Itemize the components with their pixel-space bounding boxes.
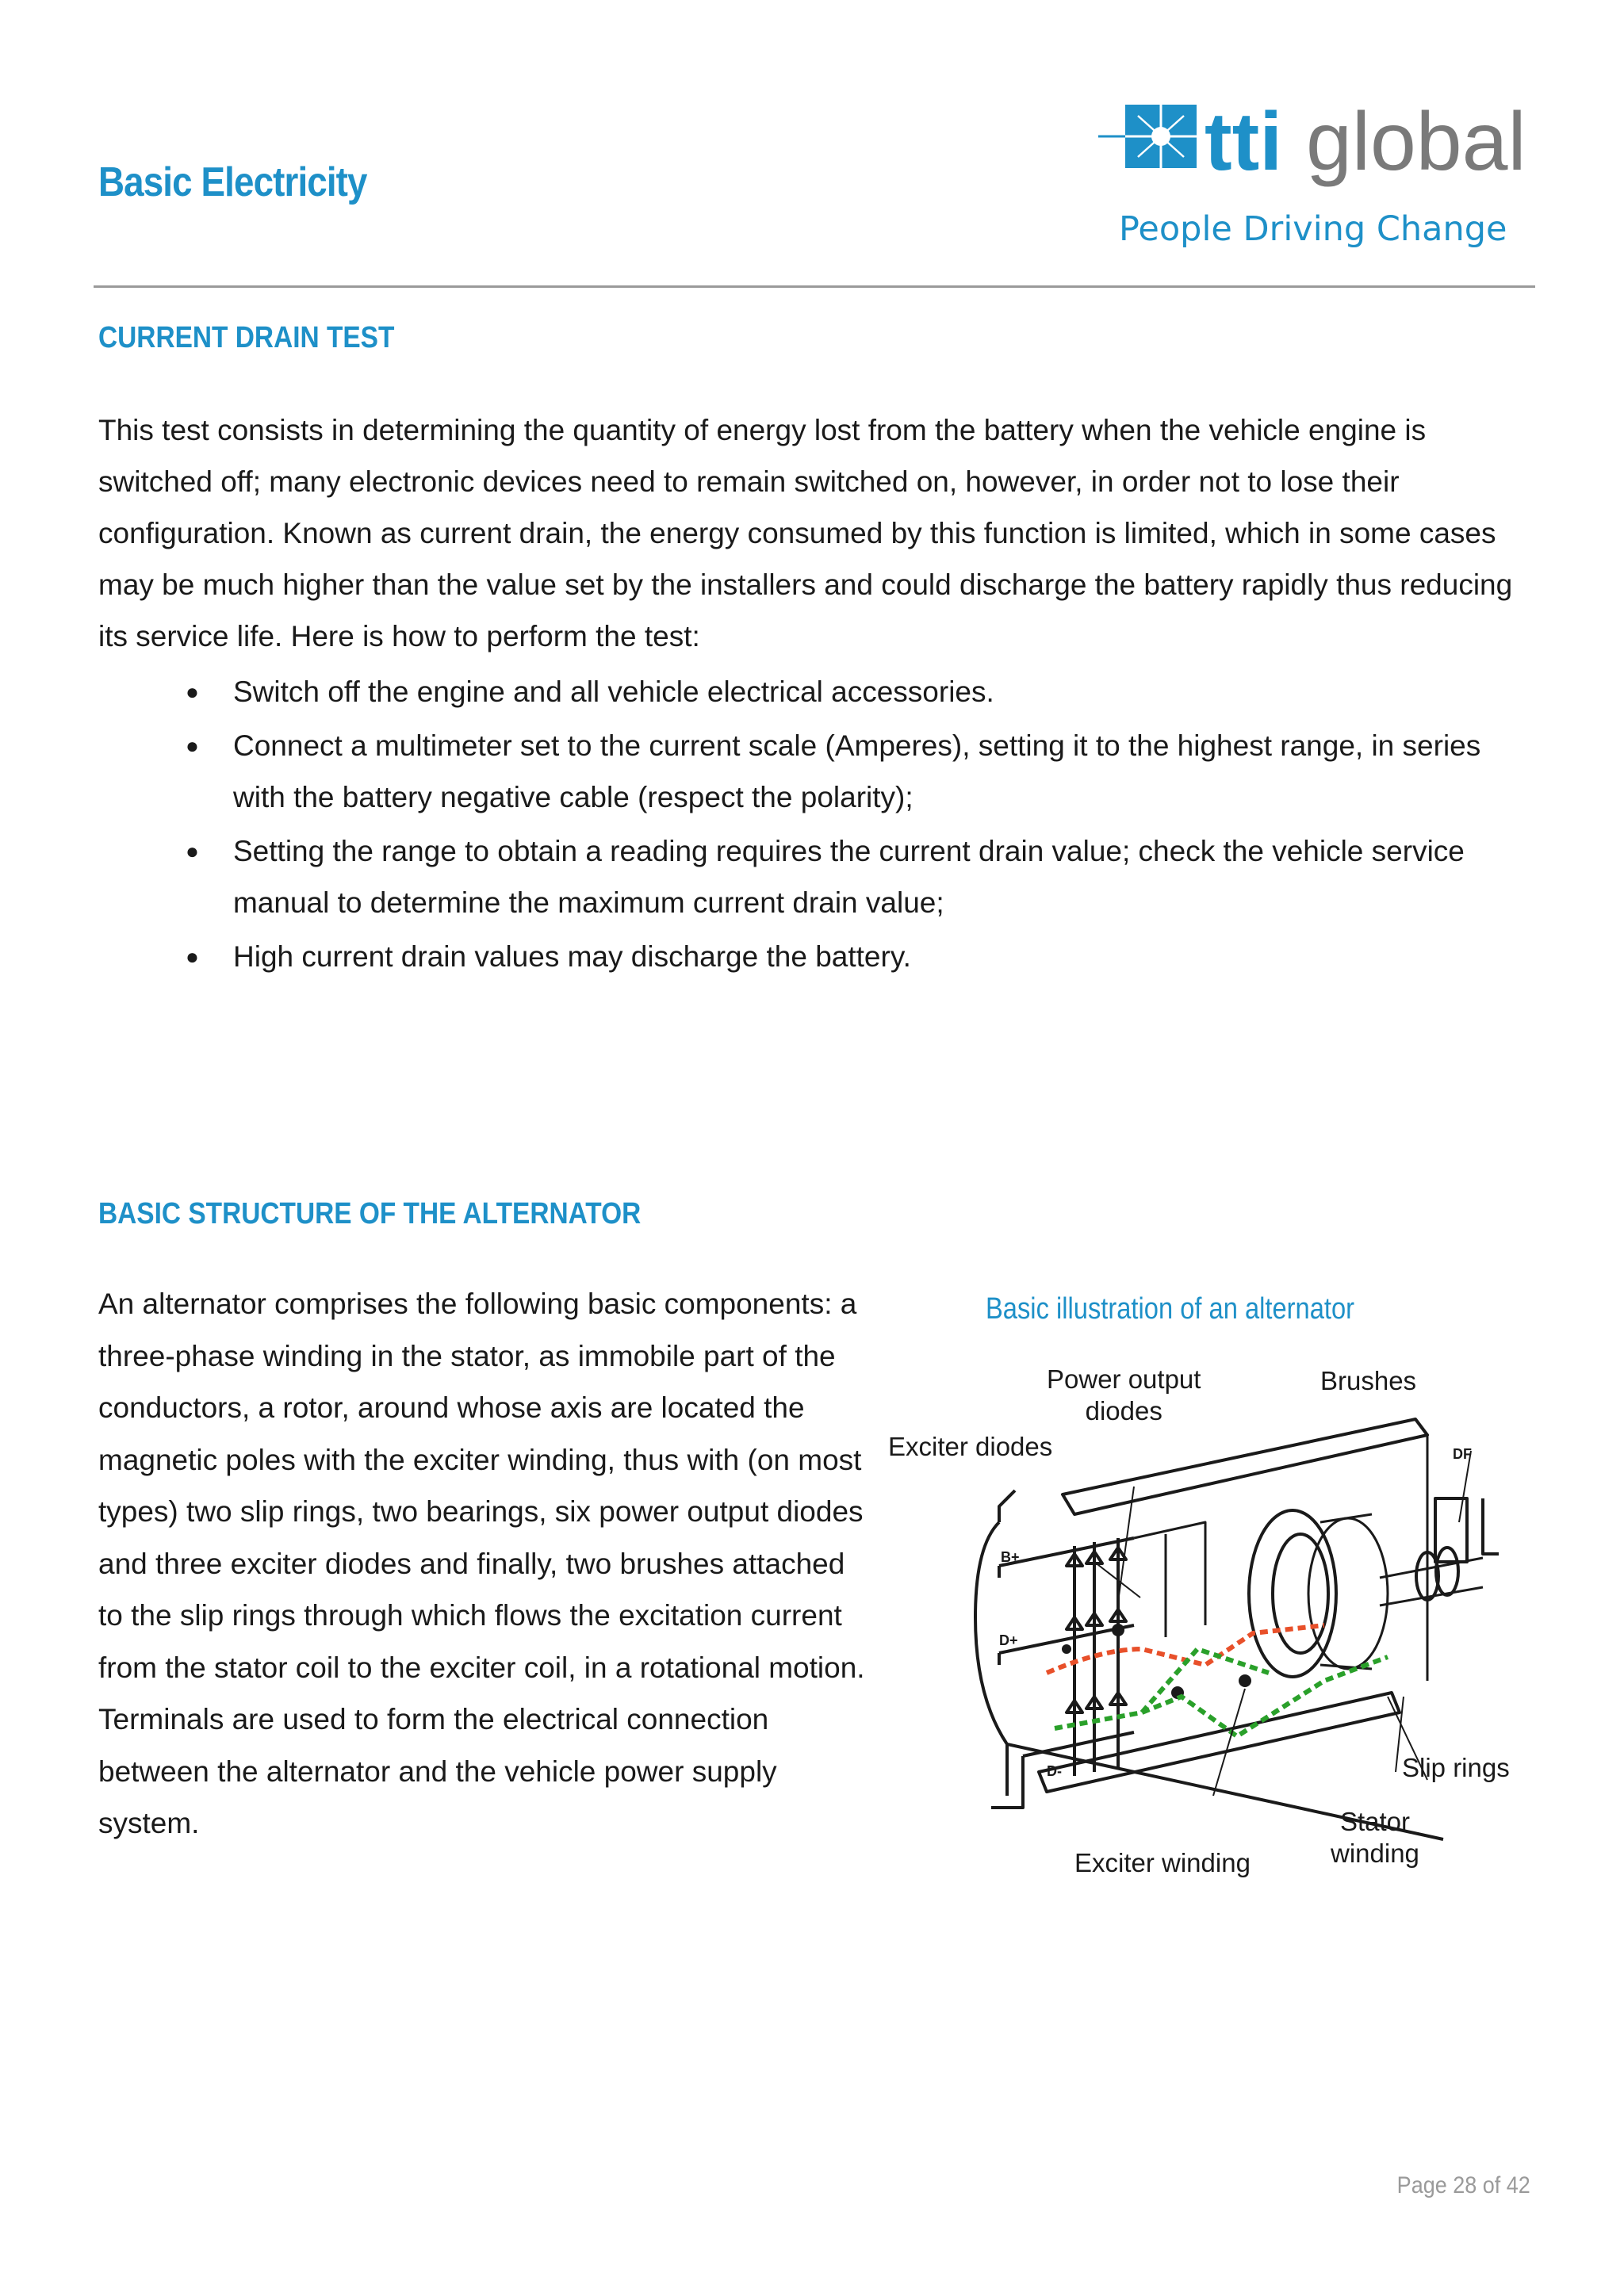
label-stator-winding-line1: Stator (1339, 1807, 1410, 1836)
page-number: Page 28 of 42 (1396, 2172, 1530, 2198)
figure-caption: Basic illustration of an alternator (986, 1292, 1355, 1326)
logo-brand-bold: tti (1205, 96, 1283, 188)
list-item-text: High current drain values may discharge the battery. (233, 940, 911, 973)
terminal-df: DF (1453, 1446, 1472, 1462)
header-divider (94, 285, 1535, 288)
stator-current-wire (1055, 1649, 1388, 1736)
bullet-dot-icon: ● (186, 679, 199, 704)
list-item-text: Switch off the engine and all vehicle electrical accessories. (233, 675, 994, 708)
label-stator-winding (1331, 1806, 1419, 1869)
document-title: Basic Electricity (98, 159, 367, 205)
label-stator-winding-line2: winding (1331, 1839, 1419, 1868)
logo-star-icon (1098, 98, 1217, 174)
rotor-inner (1273, 1534, 1328, 1653)
housing-top-left (999, 1490, 1015, 1522)
section-heading-alternator: BASIC STRUCTURE OF THE ALTERNATOR (98, 1197, 642, 1230)
label-exciter-diodes: Exciter diodes (888, 1432, 1053, 1461)
label-brushes: Brushes (1320, 1366, 1417, 1395)
label-power-output-diodes-line1: Power output (1047, 1364, 1201, 1394)
pointer-exciter-winding (1213, 1689, 1245, 1796)
label-slip-rings: Slip rings (1402, 1753, 1510, 1782)
current-drain-paragraph: This test consists in determining the quantity of energy lost from the battery when the vehicle engine is switched off; many electronic devices need to remain switched on, however, in order not to lose their configuration. Known as current drain, the energy consumed by this function is limited, which in some cases may be much higher than the value set by the installers and could discharge the battery rapidly thus reducing its service life. Here is how to perform the test: (98, 414, 1513, 652)
bullet-dot-icon: ● (186, 839, 199, 863)
bullet-dot-icon: ● (186, 944, 199, 969)
tti-global-logo (1098, 87, 1534, 258)
current-drain-steps (98, 666, 1518, 985)
df-terminal (1483, 1498, 1499, 1554)
alternator-illustration (880, 1364, 1538, 1887)
list-item (98, 720, 1518, 823)
stator-ring (1308, 1518, 1388, 1669)
list-item-text: Connect a multimeter set to the current scale (Amperes), setting it to the highest range, in series with the battery negative cable (respect the polarity); (233, 729, 1481, 813)
list-item (98, 931, 1518, 982)
section-heading-current-drain: CURRENT DRAIN TEST (98, 321, 395, 354)
label-power-output-diodes-line2: diodes (1085, 1396, 1162, 1425)
terminal-d-minus: D- (1047, 1763, 1062, 1779)
label-exciter-winding: Exciter winding (1074, 1848, 1251, 1877)
logo-brand-light: global (1306, 96, 1526, 188)
tti-global-logo-graphic (1098, 87, 1534, 258)
alternator-paragraph: An alternator comprises the following basic components: a three-phase winding in the stator, as immobile part of the conductors, a rotor, around whose axis are located the magnetic poles with the exciter winding, thus with (on most types) two slip rings, two bearings, six power output diodes and three exciter diodes and finally, two brushes attached to the slip rings through which flows the excitation current from the stator coil to the exciter coil, in a rotational motion. Terminals are used to form the electrical connection between the alternator and the vehicle power supply system. (98, 1288, 865, 1839)
label-power-output-diodes (1047, 1364, 1201, 1427)
bullet-dot-icon: ● (186, 733, 199, 758)
top-rail (1063, 1419, 1427, 1514)
terminal-b-plus: B+ (1001, 1549, 1020, 1565)
list-item (98, 666, 1518, 718)
list-item-text: Setting the range to obtain a reading requires the current drain value; check the vehicle service manual to determine the maximum current drain value; (233, 835, 1465, 919)
logo-tagline: People Driving Change (1119, 209, 1507, 249)
list-item (98, 825, 1518, 928)
terminal-d-plus: D+ (999, 1632, 1018, 1648)
